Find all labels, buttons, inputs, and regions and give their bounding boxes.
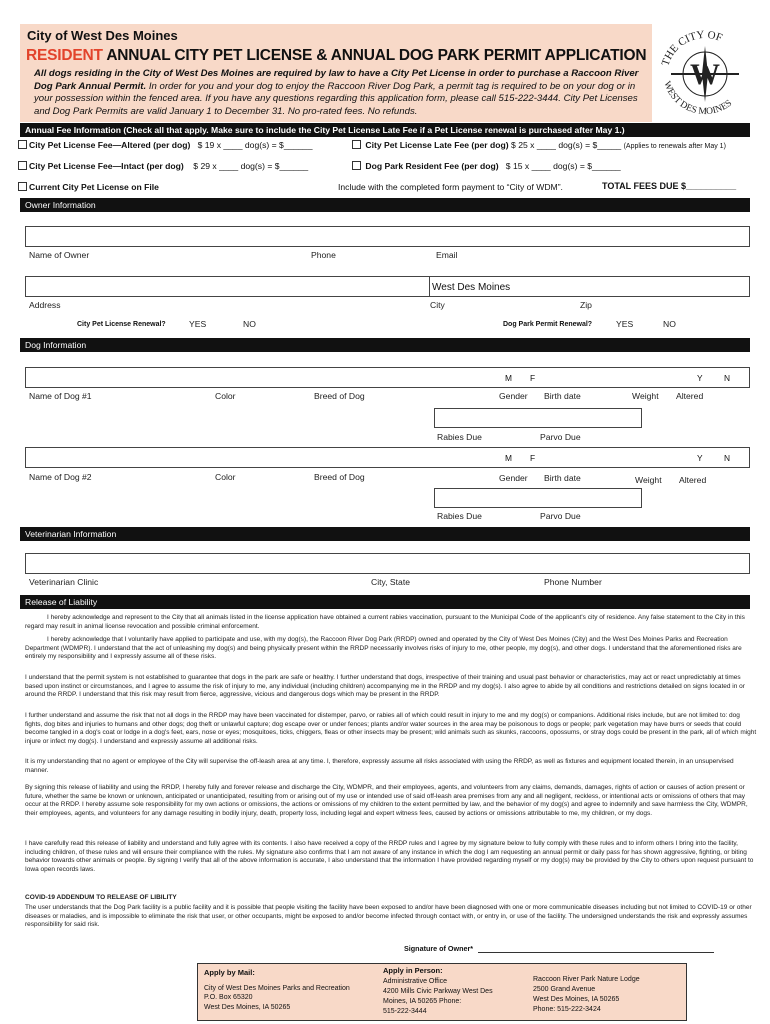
logo-bottom-text: WEST DES MOINES: [661, 80, 735, 118]
mail-line3: West Des Moines, IA 50265: [204, 1004, 291, 1011]
license-renewal-label: City Pet License Renewal?: [77, 321, 166, 328]
dog2-birth-label: Birth date: [544, 473, 581, 483]
intro-rest: In order for you and your dog to enjoy the Raccoon River Dog Park, a permit tag is required to be on your dog or in your possession within the fenced area. If you have any questions regarding this application form, please call 515-222-3444. City Pet Licenses and Dog Park Permits are valid January 1 to December 31. No pro-rated fees. No refunds.: [34, 80, 638, 118]
city-value: West Des Moines: [432, 282, 511, 293]
dog1-breed-label: Breed of Dog: [314, 391, 365, 401]
dog2-row-field[interactable]: [25, 447, 750, 468]
release-p4: I further understand and assume the risk that not all dogs in the RRDP may have been vaccinated for distemper, parvo, or rabies all of which could result in injury to me and my dog(s) or companions. Additional risks include, but are not limited to: dog fights, dog bites and injuries to humans and other dogs; dog theft or unlawful capture; dog escape over or under fences; plants and/or water sources in the area may be poisonous to dogs or people; park vegetation may have burrs or seeds that could become tangled in a dog's coat or lodge in a dog's feet, ears, nose or eyes; mosquitoes, ticks, chiggers, fleas or other insects may be present; wild animals such as skunks, raccoons, opossums, or stray dogs could be present in the park, all of which might injure or infect my dog(s). I understand and expressly assume all additional risks.: [25, 712, 757, 745]
owner-name-label: Name of Owner: [29, 250, 90, 260]
intro-text: [34, 68, 646, 119]
dog1-weight-label: Weight: [632, 391, 659, 401]
covid-title: COVID-19 ADDENDUM TO RELEASE OF LIBILITY: [25, 894, 177, 901]
release-p7: I have carefully read this release of liability and understand and fully agree with its contents. I also have received a copy of the RRDP rules and I agree by my signature below to fully comply with these rules and to inform others I bring into the facility, including children, of these rules and will ensure their compliance with the rules. My signature also confirms that I am not aware of any instance in which the dog I am requesting an annual permit or daily pass for has shown aggressive, fighting, or biting behavior towards other animals or people. By signing I verify that all of the above information is accurate, I also understand that the information I have provided regarding myself or my dog(s) may be provided by the City to others upon request pursuant to Iowa open records laws.: [25, 840, 754, 873]
form-title-text: ANNUAL CITY PET LICENSE & ANNUAL DOG PARK PERMIT APPLICATION: [106, 47, 647, 64]
include-note: Include with the completed form payment to “City of WDM”.: [338, 182, 563, 192]
fee-current-row: [18, 182, 159, 192]
altered-calc: $ 19 x ____ dog(s) = $______: [197, 140, 313, 150]
dog2-altered-label: Altered: [679, 475, 707, 485]
park-renewal-label: Dog Park Permit Renewal?: [503, 321, 593, 328]
lodge-line1: Raccoon River Park Nature Lodge: [533, 976, 640, 983]
release-bar: Release of Liability: [20, 595, 750, 609]
lodge-line3: West Des Moines, IA 50265: [533, 996, 620, 1003]
release-p6: By signing this release of liability and using the RRDP, I hereby fully and forever release and discharge the City, WDMPR, and their employees, agents, and volunteers from any claims, demands, damages, rights of action or causes of action present or future, whether the same be known or unknown, anticipated or unanticipated, resulting from or arising out of my use or intended use of said off-leash area premises from any and all negligent, reckless, or intentional acts or omissions of others that may occur at the RRDP. I hereby assume sole responsibility for my own actions or omissions, the actions or omissions of my children to the extent permitted by law, and the behavior of my dog(s) and agree to indemnify and save harmless the City, WDMPR, their employees, agents, and volunteers for any damage resulting in bodily injury, death, property loss, including legal and expert witness fees, caused by actions or omissions attributable to me, my children, or my dogs.: [25, 784, 748, 817]
dog2-rabies-label: Rabies Due: [437, 511, 482, 521]
person-line2: 4200 Mills Civic Parkway West Des: [383, 988, 493, 995]
lodge-line2: 2500 Grand Avenue: [533, 986, 596, 993]
phone-label: Phone: [311, 250, 336, 260]
intact-calc: $ 29 x ____ dog(s) = $______: [193, 161, 309, 171]
person-line3: Moines, IA 50265 Phone:: [383, 998, 462, 1005]
city-logo: [655, 24, 755, 124]
total-fees: TOTAL FEES DUE $__________: [602, 181, 737, 191]
intact-checkbox[interactable]: [18, 161, 27, 170]
dog-bar: Dog Information: [20, 338, 750, 352]
release-p3: I understand that the permit system is not established to guarantee that dogs in the park are safe or healthy. I further understand that dogs, irrespective of their training and usual past behavior or characteristics, may act or react unpredictably at times based upon instinct or circumstances, and I agree to assume the risk of injury to me, any individual (including children) accompanying me in the RRDP and my dog(s). I also agree to abide by all conditions and restrictions detailed on signs located in or around the RRDP. I understand that this risk may result from fierce, aggressive, vicious and dangerous dogs which may be present in the RRDP.: [25, 674, 745, 699]
fee-altered-row: [18, 140, 313, 150]
dog1-altered-n[interactable]: N: [724, 373, 731, 383]
intro-bold: All dogs residing in the City of West Des Moines are required by law to have a City Pet License in order to purchase a Raccoon River Dog Park Annual Permit.: [34, 68, 639, 92]
dog1-vaccine-field[interactable]: [434, 408, 642, 428]
form-title: [26, 47, 646, 65]
person-heading: Apply in Person:: [383, 966, 443, 975]
apply-info-box: [197, 963, 687, 1021]
owner-bar: Owner Information: [20, 198, 750, 212]
logo-letter: W: [690, 58, 720, 91]
covid-text: The user understands that the Dog Park facility is a public facility and it is possible that people visiting the facility have been exposed to and/or have been diagnosed with one or more communicable diseases including but not limited to COVID-19 or other diseases or maladies, and is impossible to eliminate the risk that user, or other occupants, might be exposed to and/or become infected through contact with, or entry in, or use of the facility. The undersigned understands the risk and expressly assumes responsibility for said risk.: [25, 904, 752, 929]
city-label: City: [430, 300, 445, 310]
owner-row1-field[interactable]: [25, 226, 750, 247]
mail-line2: P.O. Box 65320: [204, 994, 253, 1001]
dog1-altered-label: Altered: [676, 391, 704, 401]
dog1-name-label: Name of Dog #1: [29, 391, 92, 401]
email-label: Email: [436, 250, 458, 260]
fee-intact-row: [18, 161, 308, 171]
dog2-parvo-label: Parvo Due: [540, 511, 581, 521]
signature-line[interactable]: [478, 952, 714, 953]
person-line4: 515-222-3444: [383, 1008, 427, 1015]
park-calc: $ 15 x ____ dog(s) = $______: [505, 161, 621, 171]
dog2-altered-n[interactable]: N: [724, 453, 731, 463]
dog2-breed-label: Breed of Dog: [314, 472, 365, 482]
release-p5: It is my understanding that no agent or employee of the City will supervise the off-leash area at any time. I, therefore, expressly assume all risks associated with using the RRDP, as well as fixtures and equipment located therein, in an unsupervised manner.: [25, 758, 734, 774]
vet-phone-label: Phone Number: [544, 577, 602, 587]
park-label: Dog Park Resident Fee (per dog): [365, 161, 499, 171]
dog2-vaccine-field[interactable]: [434, 488, 642, 508]
altered-checkbox[interactable]: [18, 140, 27, 149]
dog1-rabies-label: Rabies Due: [437, 432, 482, 442]
late-note: (Applies to renewals after May 1): [623, 143, 726, 150]
dog1-gender-m[interactable]: M: [505, 373, 512, 383]
park-checkbox[interactable]: [352, 161, 361, 170]
vet-bar: Veterinarian Information: [20, 527, 750, 541]
dog1-row-field[interactable]: [25, 367, 750, 388]
lodge-line4: Phone: 515-222-3424: [533, 1006, 601, 1013]
dog2-gender-m[interactable]: M: [505, 453, 512, 463]
vet-clinic-label: Veterinarian Clinic: [29, 577, 99, 587]
mail-line1: City of West Des Moines Parks and Recreation: [204, 985, 350, 992]
dog2-gender-f[interactable]: F: [530, 453, 536, 463]
zip-label: Zip: [580, 300, 592, 310]
altered-label: City Pet License Fee—Altered (per dog): [29, 140, 191, 150]
intact-label: City Pet License Fee—Intact (per dog): [29, 161, 184, 171]
dog2-weight-label: Weight: [635, 475, 662, 485]
dog1-birth-label: Birth date: [544, 391, 581, 401]
park-renewal-no[interactable]: NO: [663, 319, 676, 329]
fee-late-row: [352, 140, 726, 150]
resident-label: RESIDENT: [26, 47, 103, 64]
city-name: City of West Des Moines: [27, 28, 178, 43]
current-checkbox[interactable]: [18, 182, 27, 191]
mail-heading: Apply by Mail:: [204, 968, 255, 977]
dog1-parvo-label: Parvo Due: [540, 432, 581, 442]
dog1-color-label: Color: [215, 391, 236, 401]
dog2-altered-y[interactable]: Y: [697, 453, 703, 463]
vet-row-field[interactable]: [25, 553, 750, 574]
fee-bar: Annual Fee Information (Check all that apply. Make sure to include the City Pet License Late Fee if a Pet License renewal is purchased after May 1.): [20, 123, 750, 137]
license-renewal-no[interactable]: NO: [243, 319, 256, 329]
signature-label: Signature of Owner*: [404, 944, 474, 953]
dog2-name-label: Name of Dog #2: [29, 472, 92, 482]
dog2-color-label: Color: [215, 472, 236, 482]
address-field[interactable]: [25, 276, 430, 297]
header-banner: [20, 24, 652, 122]
dog1-gender-f[interactable]: F: [530, 373, 536, 383]
license-renewal-yes[interactable]: YES: [189, 319, 207, 329]
address-label: Address: [29, 300, 61, 310]
logo-top-text: THE CITY OF: [659, 28, 724, 68]
vet-citystate-label: City, State: [371, 577, 411, 587]
late-calc: $ 25 x ____ dog(s) = $_____: [511, 140, 622, 150]
dog2-gender-label: Gender: [499, 473, 528, 483]
late-label: City Pet License Late Fee (per dog): [365, 140, 509, 150]
person-line1: Administrative Office: [383, 978, 448, 985]
release-p2: I hereby acknowledge that I voluntarily have applied to participate and use, with my dog(s), the Raccoon River Dog Park (RRDP) owned and operated by the City of West Des Moines (City) and the West Des Moines Parks and Recreation Department (WDMPR). I understand that the act of unleashing my dog(s) and being physically present within the RRDP necessarily involves risks of injury to me, other people, my dog(s), and other dogs. I understand that the aforementioned risks are entirely my responsibility and I expressly assume all of these risks.: [25, 636, 742, 661]
dog1-altered-y[interactable]: Y: [697, 373, 703, 383]
fee-park-row: [352, 161, 621, 171]
current-label: Current City Pet License on File: [29, 182, 159, 192]
late-checkbox[interactable]: [352, 140, 361, 149]
release-p1: I hereby acknowledge and represent to the City that all animals listed in the license application have obtained a current rabies vaccination, pursuant to the Municipal Code of the applicant's city of residence. Any false statement to the City in this regard may result in animal license revocation and possible criminal enforcement.: [25, 614, 745, 630]
park-renewal-yes[interactable]: YES: [616, 319, 634, 329]
dog1-gender-label: Gender: [499, 391, 528, 401]
